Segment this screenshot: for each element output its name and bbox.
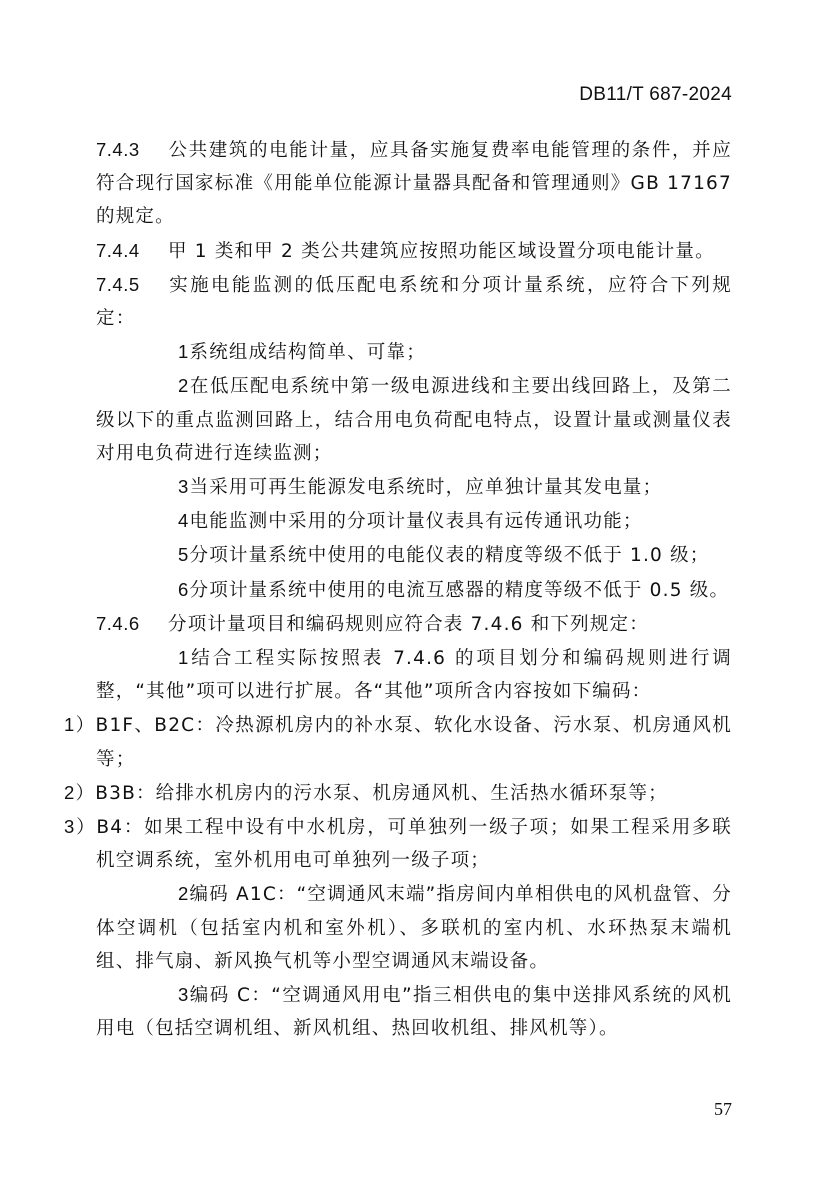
- list-item: [96, 573, 732, 607]
- document-body: [64, 133, 732, 1045]
- list-item: [96, 538, 732, 572]
- sub-list-item: [64, 708, 732, 775]
- item-text: 分项计量系统中使用的电能仪表的精度等级不低于 1.0 级；: [189, 545, 710, 567]
- item-number: 2: [178, 375, 190, 397]
- item-text: 当采用可再生能源发电系统时，应单独计量其发电量；: [189, 477, 663, 499]
- clause-number: 7.4.6: [96, 612, 140, 634]
- clause-text: 实施电能监测的低压配电系统和分项计量系统，应符合下列规定：: [96, 274, 732, 330]
- clause-text: 甲 1 类和甲 2 类公共建筑应按照功能区域设置分项电能计量。: [168, 240, 715, 262]
- item-text: 编码 C：“空调通风用电”指三相供电的集中送排风系统的风机用电（包括空调机组、新风机组、热回收机组、排风机等）。: [96, 985, 732, 1040]
- clause-7-4-3: [96, 133, 732, 234]
- item-number: 2: [178, 883, 190, 905]
- list-item: [96, 335, 732, 369]
- subitem-text: B4：如果工程中设有中水机房，可单独列一级子项；如果工程采用多联机空调系统，室外机用电可单独列一级子项；: [96, 817, 732, 872]
- item-text: 在低压配电系统中第一级电源进线和主要出线回路上，及第二级以下的重点监测回路上，结合用电负荷配电特点，设置计量或测量仪表对用电负荷进行连续监测；: [96, 376, 732, 464]
- item-text: 系统组成结构简单、可靠；: [189, 342, 426, 364]
- item-number: 4: [178, 510, 190, 532]
- sub-list-item: [64, 810, 732, 877]
- clause-number: 7.4.3: [96, 139, 140, 160]
- clause-7-4-5: [96, 268, 732, 335]
- item-number: 1: [178, 341, 190, 363]
- clause-text: 公共建筑的电能计量，应具备实施复费率电能管理的条件，并应符合现行国家标准《用能单位能源计量器具配备和管理通则》GB 17167 的规定。: [96, 140, 732, 228]
- item-text: 电能监测中采用的分项计量仪表具有远传通讯功能；: [189, 511, 643, 533]
- item-number: 3: [178, 984, 190, 1006]
- item-text: 分项计量系统中使用的电流互感器的精度等级不低于 0.5 级。: [189, 579, 730, 601]
- page-number: 57: [714, 1099, 732, 1119]
- subitem-text: B3B：给排水机房内的污水泵、机房通风机、生活热水循环泵等；: [95, 782, 668, 804]
- item-number: 3: [178, 476, 190, 498]
- subitem-text: B1F、B2C：冷热源机房内的补水泵、软化水设备、污水泵、机房通风机等；: [95, 715, 732, 770]
- clause-7-4-6: [96, 607, 732, 641]
- clause-number: 7.4.5: [96, 273, 140, 295]
- clause-text: 分项计量项目和编码规则应符合表 7.4.6 和下列规定：: [168, 613, 649, 635]
- item-number: 1: [178, 647, 190, 669]
- list-item: [96, 877, 732, 978]
- list-item: [96, 641, 732, 708]
- clause-7-4-4: [96, 234, 732, 268]
- list-item: [96, 470, 732, 504]
- item-number: 5: [178, 544, 190, 566]
- list-item: [96, 369, 732, 470]
- list-item: [96, 978, 732, 1045]
- item-number: 6: [178, 578, 190, 600]
- item-text: 结合工程实际按照表 7.4.6 的项目划分和编码规则进行调整，“其他”项可以进行扩展。各“其他”项所含内容按如下编码：: [96, 648, 732, 703]
- standard-code: DB11/T 687-2024: [579, 84, 732, 105]
- clause-number: 7.4.4: [96, 239, 140, 261]
- list-item: [96, 504, 732, 538]
- subitem-number: 1）: [64, 714, 96, 736]
- subitem-number: 2）: [64, 781, 96, 803]
- subitem-number: 3）: [64, 816, 97, 838]
- sub-list-item: [64, 776, 732, 810]
- item-text: 编码 A1C：“空调通风末端”指房间内单相供电的风机盘管、分体空调机（包括室内机和室外机）、多联机的室内机、水环热泵末端机组、排气扇、新风换气机等小型空调通风末端设备。: [96, 884, 732, 972]
